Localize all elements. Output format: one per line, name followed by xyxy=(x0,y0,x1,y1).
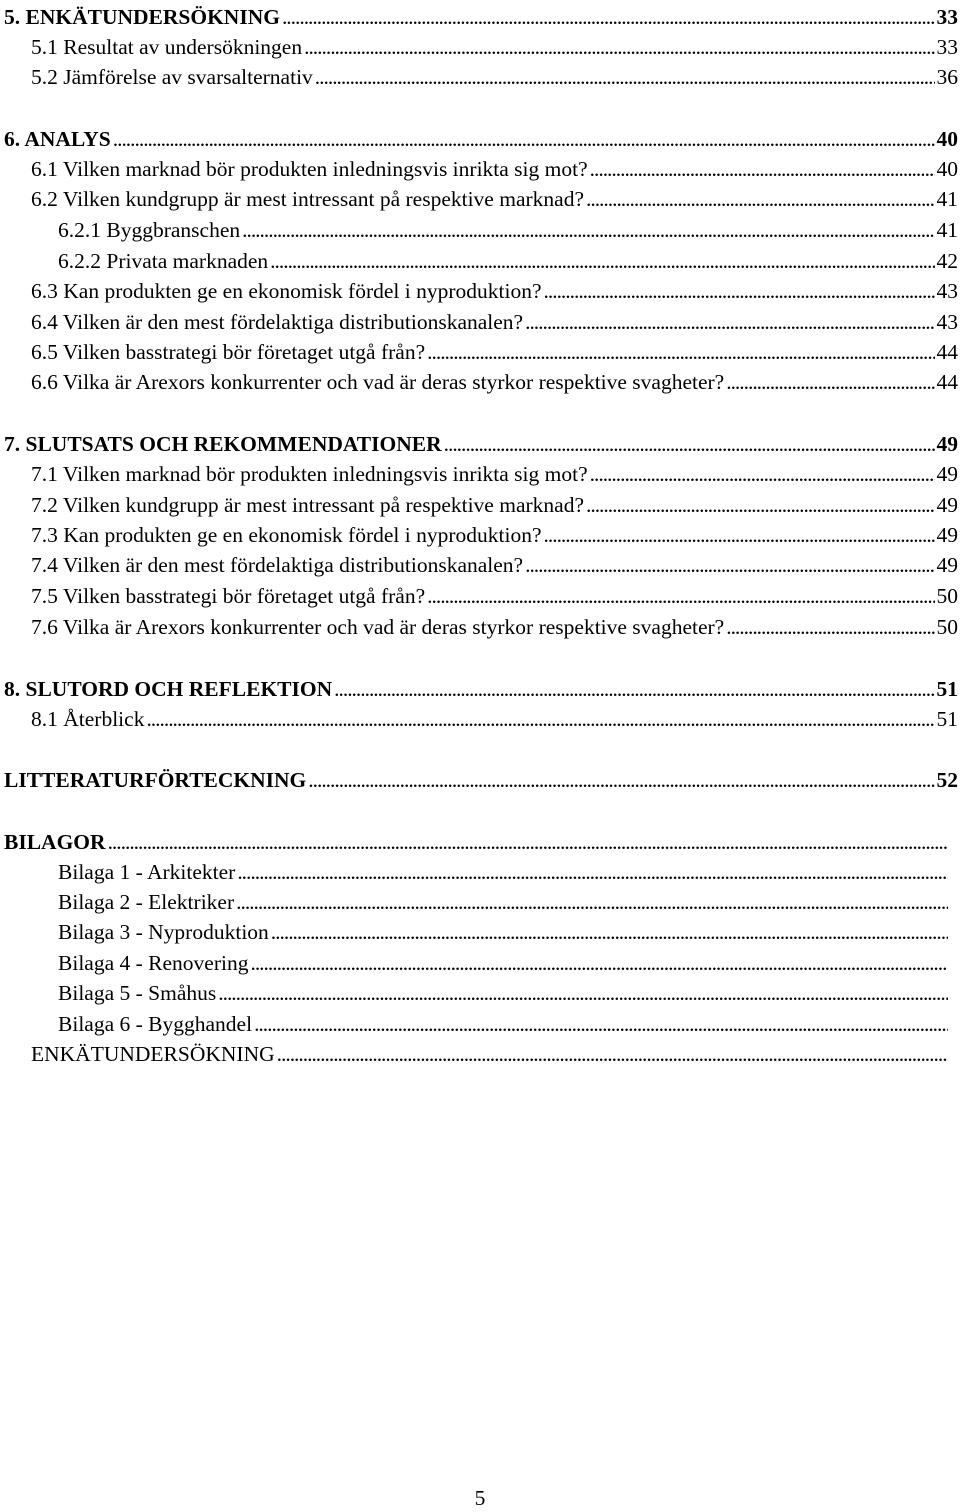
toc-entry-page: 49 xyxy=(936,432,958,456)
toc-entry-page: 44 xyxy=(936,370,958,394)
dot-leader xyxy=(590,461,935,487)
toc-entry-page: 43 xyxy=(936,279,958,303)
toc-entry[interactable] xyxy=(58,919,950,945)
toc-entry-page: 50 xyxy=(936,615,958,639)
toc-entry-title: 8.1 Återblick xyxy=(31,707,145,731)
toc-entry[interactable] xyxy=(31,186,958,212)
dot-leader xyxy=(237,859,948,885)
toc-entry[interactable] xyxy=(4,126,958,152)
toc-entry[interactable] xyxy=(31,369,958,395)
toc-entry-title: 5. ENKÄTUNDERSÖKNING xyxy=(4,5,280,29)
toc-entry-page: 49 xyxy=(936,462,958,486)
toc-entry-title: BILAGOR xyxy=(4,830,106,854)
toc-entry-page: 33 xyxy=(936,35,958,59)
dot-leader xyxy=(590,156,935,182)
dot-leader xyxy=(586,492,935,518)
toc-entry[interactable] xyxy=(31,706,958,732)
dot-leader xyxy=(108,829,948,855)
dot-leader xyxy=(726,369,934,395)
dot-leader xyxy=(334,676,934,702)
toc-entry-page: 41 xyxy=(936,187,958,211)
dot-leader xyxy=(236,889,948,915)
dot-leader xyxy=(427,339,934,365)
toc-entry-title: Bilaga 5 - Småhus xyxy=(58,981,217,1005)
dot-leader xyxy=(218,980,948,1006)
toc-entry-title: 7.6 Vilka är Arexors konkurrenter och vad är deras styrkor respektive svagheter? xyxy=(31,615,725,639)
dot-leader xyxy=(304,34,934,60)
toc-entry[interactable] xyxy=(4,4,958,30)
toc-entry-title: 7.1 Vilken marknad bör produkten inledningsvis inrikta sig mot? xyxy=(31,462,588,486)
dot-leader xyxy=(113,126,935,152)
toc-entry-title: 6.2.1 Byggbranschen xyxy=(58,218,241,242)
toc-entry[interactable] xyxy=(31,461,958,487)
toc-entry[interactable] xyxy=(58,859,950,885)
toc-entry-title: Bilaga 3 - Nyproduktion xyxy=(58,920,269,944)
toc-entry-page: 49 xyxy=(936,523,958,547)
toc-entry-page: 36 xyxy=(936,65,958,89)
toc-entry-title: ENKÄTUNDERSÖKNING xyxy=(31,1042,275,1066)
dot-leader xyxy=(525,552,934,578)
toc-entry-title: 7. SLUTSATS OCH REKOMMENDATIONER xyxy=(4,432,442,456)
toc-entry[interactable] xyxy=(31,1041,950,1067)
toc-entry[interactable] xyxy=(58,980,950,1006)
dot-leader xyxy=(444,431,935,457)
toc-entry-page: 52 xyxy=(936,768,958,792)
toc-entry[interactable] xyxy=(58,950,950,976)
toc-entry-title: 6.2 Vilken kundgrupp är mest intressant på respektive marknad? xyxy=(31,187,584,211)
toc-entry-page: 50 xyxy=(936,584,958,608)
toc-entry-title: 7.5 Vilken basstrategi bör företaget utgå från? xyxy=(31,584,426,608)
dot-leader xyxy=(270,248,934,274)
toc-entry[interactable] xyxy=(31,583,958,609)
dot-leader xyxy=(250,950,948,976)
toc-entry[interactable] xyxy=(58,217,958,243)
toc-entry-title: 6.2.2 Privata marknaden xyxy=(58,249,269,273)
dot-leader xyxy=(282,4,935,30)
toc-entry[interactable] xyxy=(58,248,958,274)
toc-entry-title: 6.6 Vilka är Arexors konkurrenter och vad är deras styrkor respektive svagheter? xyxy=(31,370,725,394)
toc-entry-title: LITTERATURFÖRTECKNING xyxy=(4,768,307,792)
toc-entry-title: 6.1 Vilken marknad bör produkten inledningsvis inrikta sig mot? xyxy=(31,157,588,181)
toc-entry-title: Bilaga 6 - Bygghandel xyxy=(58,1012,253,1036)
toc-entry-title: 7.4 Vilken är den mest fördelaktiga distributionskanalen? xyxy=(31,553,524,577)
toc-entry-title: Bilaga 4 - Renovering xyxy=(58,951,249,975)
toc-entry[interactable] xyxy=(31,64,958,90)
toc-entry[interactable] xyxy=(58,889,950,915)
toc-entry-page: 51 xyxy=(936,707,958,731)
toc-entry[interactable] xyxy=(31,34,958,60)
toc-entry-title: 8. SLUTORD OCH REFLEKTION xyxy=(4,677,333,701)
dot-leader xyxy=(146,706,934,732)
dot-leader xyxy=(586,186,935,212)
dot-leader xyxy=(254,1011,948,1037)
toc-entry[interactable] xyxy=(31,522,958,548)
dot-leader xyxy=(271,919,948,945)
toc-entry-title: Bilaga 1 - Arkitekter xyxy=(58,860,236,884)
toc-entry[interactable] xyxy=(31,156,958,182)
toc-entry[interactable] xyxy=(4,767,958,793)
toc-entry-title: 7.2 Vilken kundgrupp är mest intressant på respektive marknad? xyxy=(31,493,584,517)
dot-leader xyxy=(242,217,934,243)
toc-entry-page: 40 xyxy=(936,127,958,151)
toc-entry-page: 42 xyxy=(936,249,958,273)
toc-entry[interactable] xyxy=(31,492,958,518)
dot-leader xyxy=(544,522,935,548)
dot-leader xyxy=(544,278,935,304)
toc-entry-title: 6. ANALYS xyxy=(4,127,111,151)
toc-entry-page: 44 xyxy=(936,340,958,364)
toc-entry-title: Bilaga 2 - Elektriker xyxy=(58,890,235,914)
toc-entry[interactable] xyxy=(31,339,958,365)
dot-leader xyxy=(726,614,934,640)
toc-entry-title: 5.1 Resultat av undersökningen xyxy=(31,35,303,59)
toc-entry[interactable] xyxy=(4,676,958,702)
toc-entry-page: 49 xyxy=(936,553,958,577)
page-number: 5 xyxy=(474,1486,486,1510)
dot-leader xyxy=(525,309,934,335)
dot-leader xyxy=(427,583,934,609)
toc-entry[interactable] xyxy=(58,1011,950,1037)
toc-entry-title: 6.3 Kan produkten ge en ekonomisk fördel i nyproduktion? xyxy=(31,279,542,303)
toc-entry-title: 6.4 Vilken är den mest fördelaktiga distributionskanalen? xyxy=(31,310,524,334)
toc-entry[interactable] xyxy=(31,309,958,335)
toc-entry[interactable] xyxy=(31,552,958,578)
toc-entry-title: 6.5 Vilken basstrategi bör företaget utgå från? xyxy=(31,340,426,364)
toc-entry-title: 7.3 Kan produkten ge en ekonomisk fördel i nyproduktion? xyxy=(31,523,542,547)
toc-entry[interactable] xyxy=(4,431,958,457)
toc-entry[interactable] xyxy=(4,829,950,855)
toc-entry-page: 43 xyxy=(936,310,958,334)
dot-leader xyxy=(308,767,934,793)
toc-entry[interactable] xyxy=(31,278,958,304)
toc-entry-page: 49 xyxy=(936,493,958,517)
dot-leader xyxy=(315,64,935,90)
toc-entry-title: 5.2 Jämförelse av svarsalternativ xyxy=(31,65,313,89)
toc-entry-page: 51 xyxy=(936,677,958,701)
toc-entry-page: 40 xyxy=(936,157,958,181)
toc-entry-page: 41 xyxy=(936,218,958,242)
dot-leader xyxy=(277,1041,948,1067)
toc-entry-page: 33 xyxy=(936,5,958,29)
toc-entry[interactable] xyxy=(31,614,958,640)
